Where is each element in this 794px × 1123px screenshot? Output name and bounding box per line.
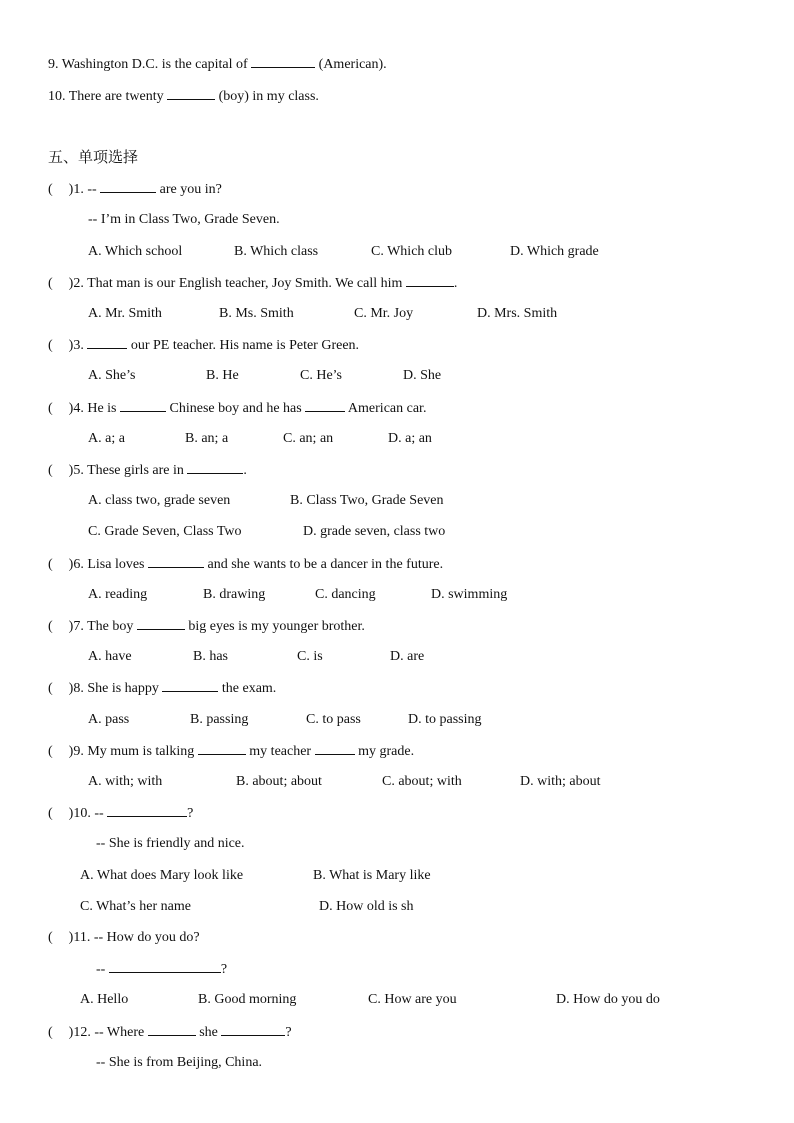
answer-paren[interactable]: ( (48, 619, 53, 634)
answer-paren[interactable]: ( (48, 806, 53, 821)
option-8a[interactable]: A. pass (88, 712, 130, 727)
option-6a[interactable]: A. reading (88, 587, 148, 602)
answer-paren[interactable]: ( (48, 401, 53, 416)
option-10c[interactable]: C. What’s her name (80, 899, 191, 914)
option-1a[interactable]: A. Which school (88, 244, 183, 259)
option-3d[interactable]: D. She (403, 368, 442, 383)
question-1: ( )1. -- are you in? (48, 182, 222, 197)
answer-blank[interactable] (162, 679, 218, 692)
answer-blank[interactable] (120, 399, 166, 412)
option-11d[interactable]: D. How do you do (556, 992, 660, 1007)
option-1d[interactable]: D. Which grade (510, 244, 599, 259)
answer-blank[interactable] (137, 617, 185, 630)
answer-paren[interactable]: ( (48, 557, 53, 572)
option-3a[interactable]: A. She’s (88, 368, 136, 383)
option-6b[interactable]: B. drawing (203, 587, 266, 602)
answer-blank[interactable] (100, 180, 156, 193)
option-7b[interactable]: B. has (193, 649, 228, 664)
question-7: ( )7. The boy big eyes is my younger brother. (48, 619, 365, 634)
option-11c[interactable]: C. How are you (368, 992, 457, 1007)
answer-blank[interactable] (406, 274, 454, 287)
option-4c[interactable]: C. an; an (283, 431, 334, 446)
answer-blank[interactable] (87, 336, 127, 349)
option-7c[interactable]: C. is (297, 649, 323, 664)
question-2: ( )2. That man is our English teacher, Joy Smith. We call him . (48, 276, 458, 291)
question-10: ( )10. -- ? (48, 806, 194, 821)
option-5d[interactable]: D. grade seven, class two (303, 524, 446, 539)
answer-blank[interactable] (148, 555, 204, 568)
answer-paren[interactable]: ( (48, 681, 53, 696)
question-4: ( )4. He is Chinese boy and he has American car. (48, 401, 427, 416)
option-2d[interactable]: D. Mrs. Smith (477, 306, 558, 321)
answer-blank[interactable] (109, 960, 221, 973)
answer-blank[interactable] (187, 461, 243, 474)
answer-blank[interactable] (221, 1023, 285, 1036)
answer-paren[interactable]: ( (48, 1025, 53, 1040)
option-4b[interactable]: B. an; a (185, 431, 229, 446)
answer-blank[interactable] (167, 87, 215, 100)
section-title: 五、单项选择 (48, 148, 139, 166)
option-10a[interactable]: A. What does Mary look like (80, 868, 244, 883)
option-9b[interactable]: B. about; about (236, 774, 322, 789)
option-7a[interactable]: A. have (88, 649, 132, 664)
answer-blank[interactable] (198, 742, 246, 755)
option-2a[interactable]: A. Mr. Smith (88, 306, 162, 321)
option-5b[interactable]: B. Class Two, Grade Seven (290, 493, 444, 508)
option-2b[interactable]: B. Ms. Smith (219, 306, 294, 321)
option-8c[interactable]: C. to pass (306, 712, 361, 727)
answer-paren[interactable]: ( (48, 276, 53, 291)
reply-11: -- ? (96, 962, 228, 977)
option-8d[interactable]: D. to passing (408, 712, 482, 727)
reply-1: -- I’m in Class Two, Grade Seven. (88, 212, 280, 227)
answer-paren[interactable]: ( (48, 744, 53, 759)
option-11a[interactable]: A. Hello (80, 992, 129, 1007)
answer-blank[interactable] (107, 804, 187, 817)
option-10d[interactable]: D. How old is sh (319, 899, 414, 914)
option-8b[interactable]: B. passing (190, 712, 249, 727)
answer-blank[interactable] (148, 1023, 196, 1036)
option-4d[interactable]: D. a; an (388, 431, 432, 446)
option-5c[interactable]: C. Grade Seven, Class Two (88, 524, 242, 539)
question-8: ( )8. She is happy the exam. (48, 681, 277, 696)
fill-item-9: 9. Washington D.C. is the capital of (American). (48, 57, 387, 72)
option-6d[interactable]: D. swimming (431, 587, 508, 602)
question-9: ( )9. My mum is talking my teacher my grade. (48, 744, 415, 759)
answer-blank[interactable] (305, 399, 345, 412)
option-1b[interactable]: B. Which class (234, 244, 319, 259)
option-3c[interactable]: C. He’s (300, 368, 342, 383)
answer-paren[interactable]: ( (48, 338, 53, 353)
option-6c[interactable]: C. dancing (315, 587, 376, 602)
option-7d[interactable]: D. are (390, 649, 425, 664)
reply-10: -- She is friendly and nice. (96, 836, 245, 851)
option-3b[interactable]: B. He (206, 368, 239, 383)
fill-item-10: 10. There are twenty (boy) in my class. (48, 89, 319, 104)
question-12: ( )12. -- Where she ? (48, 1025, 292, 1040)
answer-paren[interactable]: ( (48, 463, 53, 478)
option-2c[interactable]: C. Mr. Joy (354, 306, 414, 321)
option-11b[interactable]: B. Good morning (198, 992, 297, 1007)
question-11: ( )11. -- How do you do? (48, 930, 200, 945)
question-3: ( )3. our PE teacher. His name is Peter Green. (48, 338, 360, 353)
option-10b[interactable]: B. What is Mary like (313, 868, 431, 883)
reply-12: -- She is from Beijing, China. (96, 1055, 263, 1070)
option-9d[interactable]: D. with; about (520, 774, 601, 789)
question-5: ( )5. These girls are in . (48, 463, 247, 478)
answer-paren[interactable]: ( (48, 930, 53, 945)
option-5a[interactable]: A. class two, grade seven (88, 493, 231, 508)
answer-blank[interactable] (251, 55, 315, 68)
answer-blank[interactable] (315, 742, 355, 755)
option-4a[interactable]: A. a; a (88, 431, 125, 446)
answer-paren[interactable]: ( (48, 182, 53, 197)
option-9c[interactable]: C. about; with (382, 774, 462, 789)
question-6: ( )6. Lisa loves and she wants to be a dancer in the future. (48, 557, 444, 572)
option-9a[interactable]: A. with; with (88, 774, 163, 789)
option-1c[interactable]: C. Which club (371, 244, 453, 259)
